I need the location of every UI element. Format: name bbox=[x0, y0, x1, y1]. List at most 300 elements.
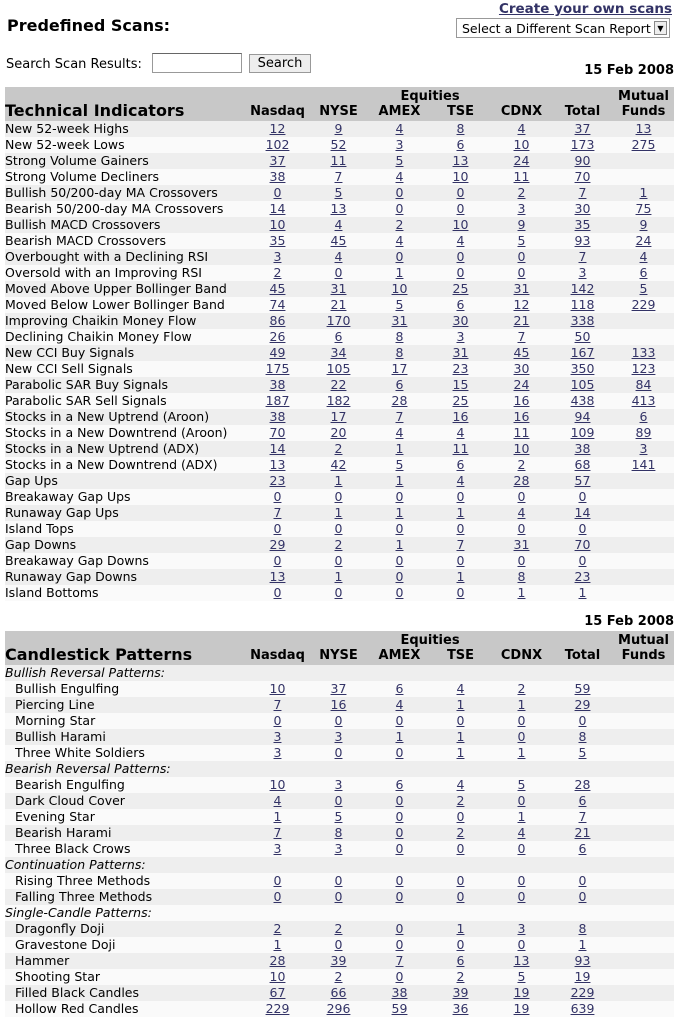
count-link[interactable]: 1 bbox=[456, 745, 465, 760]
count-link[interactable]: 1 bbox=[395, 729, 404, 744]
count-link[interactable]: 90 bbox=[574, 153, 591, 168]
count-link[interactable]: 6 bbox=[395, 377, 404, 392]
count-link[interactable]: 19 bbox=[513, 985, 530, 1000]
count-link[interactable]: 2 bbox=[334, 537, 343, 552]
count-link[interactable]: 0 bbox=[395, 793, 404, 808]
count-link[interactable]: 7 bbox=[578, 249, 587, 264]
count-link[interactable]: 4 bbox=[517, 825, 526, 840]
count-link[interactable]: 9 bbox=[334, 121, 343, 136]
count-link[interactable]: 2 bbox=[273, 921, 282, 936]
count-link[interactable]: 12 bbox=[513, 297, 530, 312]
count-link[interactable]: 38 bbox=[574, 441, 591, 456]
count-link[interactable]: 35 bbox=[269, 233, 286, 248]
count-link[interactable]: 75 bbox=[635, 201, 652, 216]
count-link[interactable]: 2 bbox=[334, 969, 343, 984]
count-link[interactable]: 1 bbox=[517, 697, 526, 712]
count-link[interactable]: 4 bbox=[395, 425, 404, 440]
count-link[interactable]: 16 bbox=[330, 697, 347, 712]
count-link[interactable]: 36 bbox=[452, 1001, 469, 1016]
count-link[interactable]: 0 bbox=[517, 553, 526, 568]
count-link[interactable]: 10 bbox=[269, 777, 286, 792]
count-link[interactable]: 34 bbox=[330, 345, 347, 360]
count-link[interactable]: 50 bbox=[574, 329, 591, 344]
count-link[interactable]: 20 bbox=[330, 425, 347, 440]
count-link[interactable]: 30 bbox=[452, 313, 469, 328]
count-link[interactable]: 0 bbox=[456, 201, 465, 216]
count-link[interactable]: 7 bbox=[334, 169, 343, 184]
count-link[interactable]: 0 bbox=[334, 745, 343, 760]
count-link[interactable]: 0 bbox=[273, 521, 282, 536]
count-link[interactable]: 0 bbox=[395, 745, 404, 760]
count-link[interactable]: 0 bbox=[456, 889, 465, 904]
count-link[interactable]: 0 bbox=[517, 489, 526, 504]
count-link[interactable]: 0 bbox=[334, 889, 343, 904]
count-link[interactable]: 31 bbox=[513, 281, 530, 296]
count-link[interactable]: 0 bbox=[456, 585, 465, 600]
count-link[interactable]: 0 bbox=[456, 521, 465, 536]
count-link[interactable]: 5 bbox=[334, 185, 343, 200]
count-link[interactable]: 0 bbox=[456, 873, 465, 888]
search-button[interactable]: Search bbox=[249, 54, 311, 73]
count-link[interactable]: 70 bbox=[574, 537, 591, 552]
count-link[interactable]: 19 bbox=[513, 1001, 530, 1016]
count-link[interactable]: 1 bbox=[517, 585, 526, 600]
count-link[interactable]: 102 bbox=[265, 137, 290, 152]
count-link[interactable]: 9 bbox=[517, 217, 526, 232]
count-link[interactable]: 94 bbox=[574, 409, 591, 424]
count-link[interactable]: 0 bbox=[517, 249, 526, 264]
count-link[interactable]: 31 bbox=[513, 537, 530, 552]
count-link[interactable]: 39 bbox=[330, 953, 347, 968]
count-link[interactable]: 413 bbox=[631, 393, 656, 408]
count-link[interactable]: 15 bbox=[452, 377, 469, 392]
count-link[interactable]: 4 bbox=[517, 505, 526, 520]
count-link[interactable]: 39 bbox=[452, 985, 469, 1000]
count-link[interactable]: 86 bbox=[269, 313, 286, 328]
count-link[interactable]: 1 bbox=[578, 585, 587, 600]
count-link[interactable]: 4 bbox=[395, 233, 404, 248]
count-link[interactable]: 25 bbox=[452, 393, 469, 408]
count-link[interactable]: 0 bbox=[578, 553, 587, 568]
count-link[interactable]: 22 bbox=[330, 377, 347, 392]
count-link[interactable]: 8 bbox=[517, 569, 526, 584]
count-link[interactable]: 8 bbox=[334, 825, 343, 840]
count-link[interactable]: 0 bbox=[273, 889, 282, 904]
count-link[interactable]: 1 bbox=[456, 729, 465, 744]
count-link[interactable]: 109 bbox=[570, 425, 595, 440]
count-link[interactable]: 5 bbox=[639, 281, 648, 296]
count-link[interactable]: 3 bbox=[334, 841, 343, 856]
count-link[interactable]: 13 bbox=[635, 121, 652, 136]
count-link[interactable]: 4 bbox=[395, 121, 404, 136]
count-link[interactable]: 38 bbox=[269, 169, 286, 184]
count-link[interactable]: 5 bbox=[334, 809, 343, 824]
count-link[interactable]: 170 bbox=[326, 313, 351, 328]
count-link[interactable]: 3 bbox=[273, 249, 282, 264]
count-link[interactable]: 24 bbox=[513, 153, 530, 168]
count-link[interactable]: 6 bbox=[456, 137, 465, 152]
count-link[interactable]: 7 bbox=[273, 825, 282, 840]
count-link[interactable]: 2 bbox=[517, 681, 526, 696]
count-link[interactable]: 37 bbox=[574, 121, 591, 136]
count-link[interactable]: 13 bbox=[330, 201, 347, 216]
count-link[interactable]: 1 bbox=[273, 937, 282, 952]
count-link[interactable]: 10 bbox=[269, 969, 286, 984]
count-link[interactable]: 93 bbox=[574, 233, 591, 248]
count-link[interactable]: 28 bbox=[269, 953, 286, 968]
count-link[interactable]: 2 bbox=[456, 793, 465, 808]
count-link[interactable]: 10 bbox=[269, 681, 286, 696]
count-link[interactable]: 7 bbox=[578, 185, 587, 200]
count-link[interactable]: 2 bbox=[334, 921, 343, 936]
count-link[interactable]: 13 bbox=[269, 457, 286, 472]
count-link[interactable]: 0 bbox=[456, 185, 465, 200]
count-link[interactable]: 0 bbox=[456, 713, 465, 728]
count-link[interactable]: 6 bbox=[456, 953, 465, 968]
count-link[interactable]: 10 bbox=[513, 441, 530, 456]
count-link[interactable]: 0 bbox=[456, 809, 465, 824]
count-link[interactable]: 38 bbox=[269, 409, 286, 424]
count-link[interactable]: 4 bbox=[456, 777, 465, 792]
count-link[interactable]: 0 bbox=[456, 841, 465, 856]
count-link[interactable]: 13 bbox=[452, 153, 469, 168]
count-link[interactable]: 31 bbox=[391, 313, 408, 328]
count-link[interactable]: 45 bbox=[269, 281, 286, 296]
count-link[interactable]: 10 bbox=[269, 217, 286, 232]
count-link[interactable]: 3 bbox=[456, 329, 465, 344]
count-link[interactable]: 0 bbox=[395, 889, 404, 904]
count-link[interactable]: 4 bbox=[334, 217, 343, 232]
count-link[interactable]: 4 bbox=[517, 121, 526, 136]
count-link[interactable]: 37 bbox=[330, 681, 347, 696]
count-link[interactable]: 37 bbox=[269, 153, 286, 168]
count-link[interactable]: 0 bbox=[578, 889, 587, 904]
count-link[interactable]: 0 bbox=[334, 793, 343, 808]
count-link[interactable]: 2 bbox=[517, 457, 526, 472]
count-link[interactable]: 133 bbox=[631, 345, 656, 360]
count-link[interactable]: 5 bbox=[395, 457, 404, 472]
count-link[interactable]: 0 bbox=[273, 185, 282, 200]
count-link[interactable]: 1 bbox=[334, 569, 343, 584]
count-link[interactable]: 2 bbox=[395, 217, 404, 232]
count-link[interactable]: 5 bbox=[517, 233, 526, 248]
count-link[interactable]: 0 bbox=[517, 265, 526, 280]
count-link[interactable]: 10 bbox=[513, 137, 530, 152]
count-link[interactable]: 4 bbox=[273, 793, 282, 808]
count-link[interactable]: 13 bbox=[269, 569, 286, 584]
count-link[interactable]: 31 bbox=[330, 281, 347, 296]
count-link[interactable]: 57 bbox=[574, 473, 591, 488]
count-link[interactable]: 3 bbox=[395, 137, 404, 152]
count-link[interactable]: 0 bbox=[456, 937, 465, 952]
count-link[interactable]: 14 bbox=[269, 201, 286, 216]
count-link[interactable]: 24 bbox=[513, 377, 530, 392]
chevron-down-icon[interactable]: ▼ bbox=[654, 21, 667, 35]
count-link[interactable]: 25 bbox=[452, 281, 469, 296]
count-link[interactable]: 296 bbox=[326, 1001, 351, 1016]
count-link[interactable]: 0 bbox=[395, 249, 404, 264]
count-link[interactable]: 0 bbox=[273, 713, 282, 728]
count-link[interactable]: 3 bbox=[273, 745, 282, 760]
count-link[interactable]: 0 bbox=[517, 713, 526, 728]
count-link[interactable]: 3 bbox=[517, 921, 526, 936]
count-link[interactable]: 29 bbox=[269, 537, 286, 552]
count-link[interactable]: 68 bbox=[574, 457, 591, 472]
count-link[interactable]: 1 bbox=[456, 569, 465, 584]
count-link[interactable]: 0 bbox=[517, 729, 526, 744]
count-link[interactable]: 0 bbox=[273, 489, 282, 504]
count-link[interactable]: 23 bbox=[269, 473, 286, 488]
count-link[interactable]: 3 bbox=[639, 441, 648, 456]
count-link[interactable]: 4 bbox=[395, 697, 404, 712]
count-link[interactable]: 8 bbox=[456, 121, 465, 136]
count-link[interactable]: 35 bbox=[574, 217, 591, 232]
count-link[interactable]: 0 bbox=[395, 585, 404, 600]
count-link[interactable]: 70 bbox=[269, 425, 286, 440]
count-link[interactable]: 6 bbox=[334, 329, 343, 344]
count-link[interactable]: 45 bbox=[330, 233, 347, 248]
count-link[interactable]: 0 bbox=[456, 249, 465, 264]
count-link[interactable]: 3 bbox=[334, 777, 343, 792]
count-link[interactable]: 0 bbox=[334, 489, 343, 504]
count-link[interactable]: 0 bbox=[517, 793, 526, 808]
count-link[interactable]: 105 bbox=[326, 361, 351, 376]
count-link[interactable]: 31 bbox=[452, 345, 469, 360]
count-link[interactable]: 123 bbox=[631, 361, 656, 376]
count-link[interactable]: 7 bbox=[517, 329, 526, 344]
count-link[interactable]: 438 bbox=[570, 393, 595, 408]
count-link[interactable]: 4 bbox=[456, 681, 465, 696]
count-link[interactable]: 0 bbox=[456, 265, 465, 280]
count-link[interactable]: 1 bbox=[395, 537, 404, 552]
count-link[interactable]: 70 bbox=[574, 169, 591, 184]
count-link[interactable]: 275 bbox=[631, 137, 656, 152]
count-link[interactable]: 23 bbox=[452, 361, 469, 376]
count-link[interactable]: 6 bbox=[639, 409, 648, 424]
count-link[interactable]: 38 bbox=[391, 985, 408, 1000]
count-link[interactable]: 21 bbox=[330, 297, 347, 312]
count-link[interactable]: 0 bbox=[456, 553, 465, 568]
count-link[interactable]: 42 bbox=[330, 457, 347, 472]
count-link[interactable]: 28 bbox=[391, 393, 408, 408]
count-link[interactable]: 11 bbox=[330, 153, 347, 168]
count-link[interactable]: 66 bbox=[330, 985, 347, 1000]
count-link[interactable]: 0 bbox=[395, 825, 404, 840]
count-link[interactable]: 0 bbox=[395, 489, 404, 504]
count-link[interactable]: 84 bbox=[635, 377, 652, 392]
count-link[interactable]: 0 bbox=[395, 553, 404, 568]
count-link[interactable]: 11 bbox=[513, 169, 530, 184]
count-link[interactable]: 30 bbox=[574, 201, 591, 216]
count-link[interactable]: 0 bbox=[395, 921, 404, 936]
count-link[interactable]: 1 bbox=[334, 505, 343, 520]
count-link[interactable]: 21 bbox=[513, 313, 530, 328]
count-link[interactable]: 1 bbox=[456, 921, 465, 936]
count-link[interactable]: 0 bbox=[334, 265, 343, 280]
count-link[interactable]: 350 bbox=[570, 361, 595, 376]
count-link[interactable]: 1 bbox=[334, 473, 343, 488]
count-link[interactable]: 1 bbox=[395, 265, 404, 280]
create-scans-link[interactable]: Create your own scans bbox=[498, 1, 672, 17]
count-link[interactable]: 12 bbox=[269, 121, 286, 136]
count-link[interactable]: 3 bbox=[273, 729, 282, 744]
count-link[interactable]: 167 bbox=[570, 345, 595, 360]
count-link[interactable]: 1 bbox=[395, 505, 404, 520]
count-link[interactable]: 7 bbox=[456, 537, 465, 552]
count-link[interactable]: 0 bbox=[578, 713, 587, 728]
count-link[interactable]: 6 bbox=[395, 681, 404, 696]
count-link[interactable]: 16 bbox=[513, 409, 530, 424]
count-link[interactable]: 21 bbox=[574, 825, 591, 840]
count-link[interactable]: 0 bbox=[395, 713, 404, 728]
count-link[interactable]: 29 bbox=[574, 697, 591, 712]
count-link[interactable]: 338 bbox=[570, 313, 595, 328]
count-link[interactable]: 17 bbox=[330, 409, 347, 424]
count-link[interactable]: 0 bbox=[334, 585, 343, 600]
count-link[interactable]: 0 bbox=[273, 585, 282, 600]
count-link[interactable]: 182 bbox=[326, 393, 351, 408]
count-link[interactable]: 16 bbox=[513, 393, 530, 408]
count-link[interactable]: 6 bbox=[578, 793, 587, 808]
count-link[interactable]: 0 bbox=[334, 553, 343, 568]
count-link[interactable]: 52 bbox=[330, 137, 347, 152]
count-link[interactable]: 0 bbox=[517, 889, 526, 904]
count-link[interactable]: 7 bbox=[273, 697, 282, 712]
count-link[interactable]: 24 bbox=[635, 233, 652, 248]
count-link[interactable]: 5 bbox=[517, 969, 526, 984]
count-link[interactable]: 38 bbox=[269, 377, 286, 392]
count-link[interactable]: 1 bbox=[578, 937, 587, 952]
count-link[interactable]: 28 bbox=[513, 473, 530, 488]
count-link[interactable]: 30 bbox=[513, 361, 530, 376]
count-link[interactable]: 3 bbox=[578, 265, 587, 280]
count-link[interactable]: 639 bbox=[570, 1001, 595, 1016]
count-link[interactable]: 11 bbox=[452, 441, 469, 456]
count-link[interactable]: 3 bbox=[334, 729, 343, 744]
count-link[interactable]: 0 bbox=[334, 937, 343, 952]
count-link[interactable]: 8 bbox=[395, 329, 404, 344]
count-link[interactable]: 0 bbox=[395, 809, 404, 824]
count-link[interactable]: 1 bbox=[639, 185, 648, 200]
count-link[interactable]: 0 bbox=[395, 201, 404, 216]
count-link[interactable]: 0 bbox=[517, 873, 526, 888]
count-link[interactable]: 0 bbox=[578, 873, 587, 888]
count-link[interactable]: 0 bbox=[334, 873, 343, 888]
count-link[interactable]: 0 bbox=[334, 521, 343, 536]
count-link[interactable]: 118 bbox=[570, 297, 595, 312]
count-link[interactable]: 3 bbox=[273, 841, 282, 856]
count-link[interactable]: 7 bbox=[273, 505, 282, 520]
count-link[interactable]: 2 bbox=[273, 265, 282, 280]
count-link[interactable]: 0 bbox=[395, 521, 404, 536]
count-link[interactable]: 0 bbox=[395, 969, 404, 984]
count-link[interactable]: 0 bbox=[578, 489, 587, 504]
count-link[interactable]: 6 bbox=[578, 841, 587, 856]
count-link[interactable]: 0 bbox=[517, 937, 526, 952]
count-link[interactable]: 0 bbox=[578, 521, 587, 536]
count-link[interactable]: 173 bbox=[570, 137, 595, 152]
count-link[interactable]: 19 bbox=[574, 969, 591, 984]
count-link[interactable]: 93 bbox=[574, 953, 591, 968]
count-link[interactable]: 2 bbox=[517, 185, 526, 200]
count-link[interactable]: 0 bbox=[273, 553, 282, 568]
count-link[interactable]: 9 bbox=[639, 217, 648, 232]
count-link[interactable]: 0 bbox=[456, 489, 465, 504]
count-link[interactable]: 6 bbox=[456, 297, 465, 312]
count-link[interactable]: 0 bbox=[517, 521, 526, 536]
count-link[interactable]: 6 bbox=[395, 777, 404, 792]
count-link[interactable]: 0 bbox=[395, 841, 404, 856]
count-link[interactable]: 2 bbox=[456, 969, 465, 984]
count-link[interactable]: 0 bbox=[334, 713, 343, 728]
count-link[interactable]: 1 bbox=[395, 473, 404, 488]
count-link[interactable]: 1 bbox=[517, 745, 526, 760]
count-link[interactable]: 7 bbox=[395, 953, 404, 968]
count-link[interactable]: 1 bbox=[456, 697, 465, 712]
count-link[interactable]: 74 bbox=[269, 297, 286, 312]
count-link[interactable]: 59 bbox=[391, 1001, 408, 1016]
count-link[interactable]: 11 bbox=[513, 425, 530, 440]
count-link[interactable]: 229 bbox=[570, 985, 595, 1000]
scan-report-select[interactable] bbox=[456, 18, 670, 38]
count-link[interactable]: 10 bbox=[452, 217, 469, 232]
count-link[interactable]: 67 bbox=[269, 985, 286, 1000]
count-link[interactable]: 17 bbox=[391, 361, 408, 376]
count-link[interactable]: 26 bbox=[269, 329, 286, 344]
count-link[interactable]: 45 bbox=[513, 345, 530, 360]
count-link[interactable]: 4 bbox=[395, 169, 404, 184]
count-link[interactable]: 4 bbox=[456, 233, 465, 248]
count-link[interactable]: 28 bbox=[574, 777, 591, 792]
count-link[interactable]: 1 bbox=[517, 809, 526, 824]
count-link[interactable]: 5 bbox=[395, 153, 404, 168]
count-link[interactable]: 229 bbox=[265, 1001, 290, 1016]
count-link[interactable]: 4 bbox=[639, 249, 648, 264]
count-link[interactable]: 5 bbox=[578, 745, 587, 760]
count-link[interactable]: 4 bbox=[456, 473, 465, 488]
count-link[interactable]: 8 bbox=[395, 345, 404, 360]
count-link[interactable]: 10 bbox=[452, 169, 469, 184]
count-link[interactable]: 5 bbox=[517, 777, 526, 792]
count-link[interactable]: 2 bbox=[334, 441, 343, 456]
count-link[interactable]: 1 bbox=[456, 505, 465, 520]
count-link[interactable]: 141 bbox=[631, 457, 656, 472]
count-link[interactable]: 8 bbox=[578, 729, 587, 744]
count-link[interactable]: 229 bbox=[631, 297, 656, 312]
count-link[interactable]: 23 bbox=[574, 569, 591, 584]
count-link[interactable]: 3 bbox=[517, 201, 526, 216]
count-link[interactable]: 0 bbox=[395, 873, 404, 888]
count-link[interactable]: 1 bbox=[273, 809, 282, 824]
count-link[interactable]: 59 bbox=[574, 681, 591, 696]
count-link[interactable]: 89 bbox=[635, 425, 652, 440]
count-link[interactable]: 0 bbox=[273, 873, 282, 888]
count-link[interactable]: 4 bbox=[334, 249, 343, 264]
count-link[interactable]: 1 bbox=[395, 441, 404, 456]
count-link[interactable]: 187 bbox=[265, 393, 290, 408]
count-link[interactable]: 6 bbox=[456, 457, 465, 472]
count-link[interactable]: 175 bbox=[265, 361, 290, 376]
count-link[interactable]: 105 bbox=[570, 377, 595, 392]
count-link[interactable]: 8 bbox=[578, 921, 587, 936]
search-input[interactable] bbox=[152, 53, 242, 73]
count-link[interactable]: 0 bbox=[395, 937, 404, 952]
count-link[interactable]: 13 bbox=[513, 953, 530, 968]
count-link[interactable]: 7 bbox=[395, 409, 404, 424]
count-link[interactable]: 0 bbox=[395, 569, 404, 584]
count-link[interactable]: 14 bbox=[574, 505, 591, 520]
count-link[interactable]: 7 bbox=[578, 809, 587, 824]
